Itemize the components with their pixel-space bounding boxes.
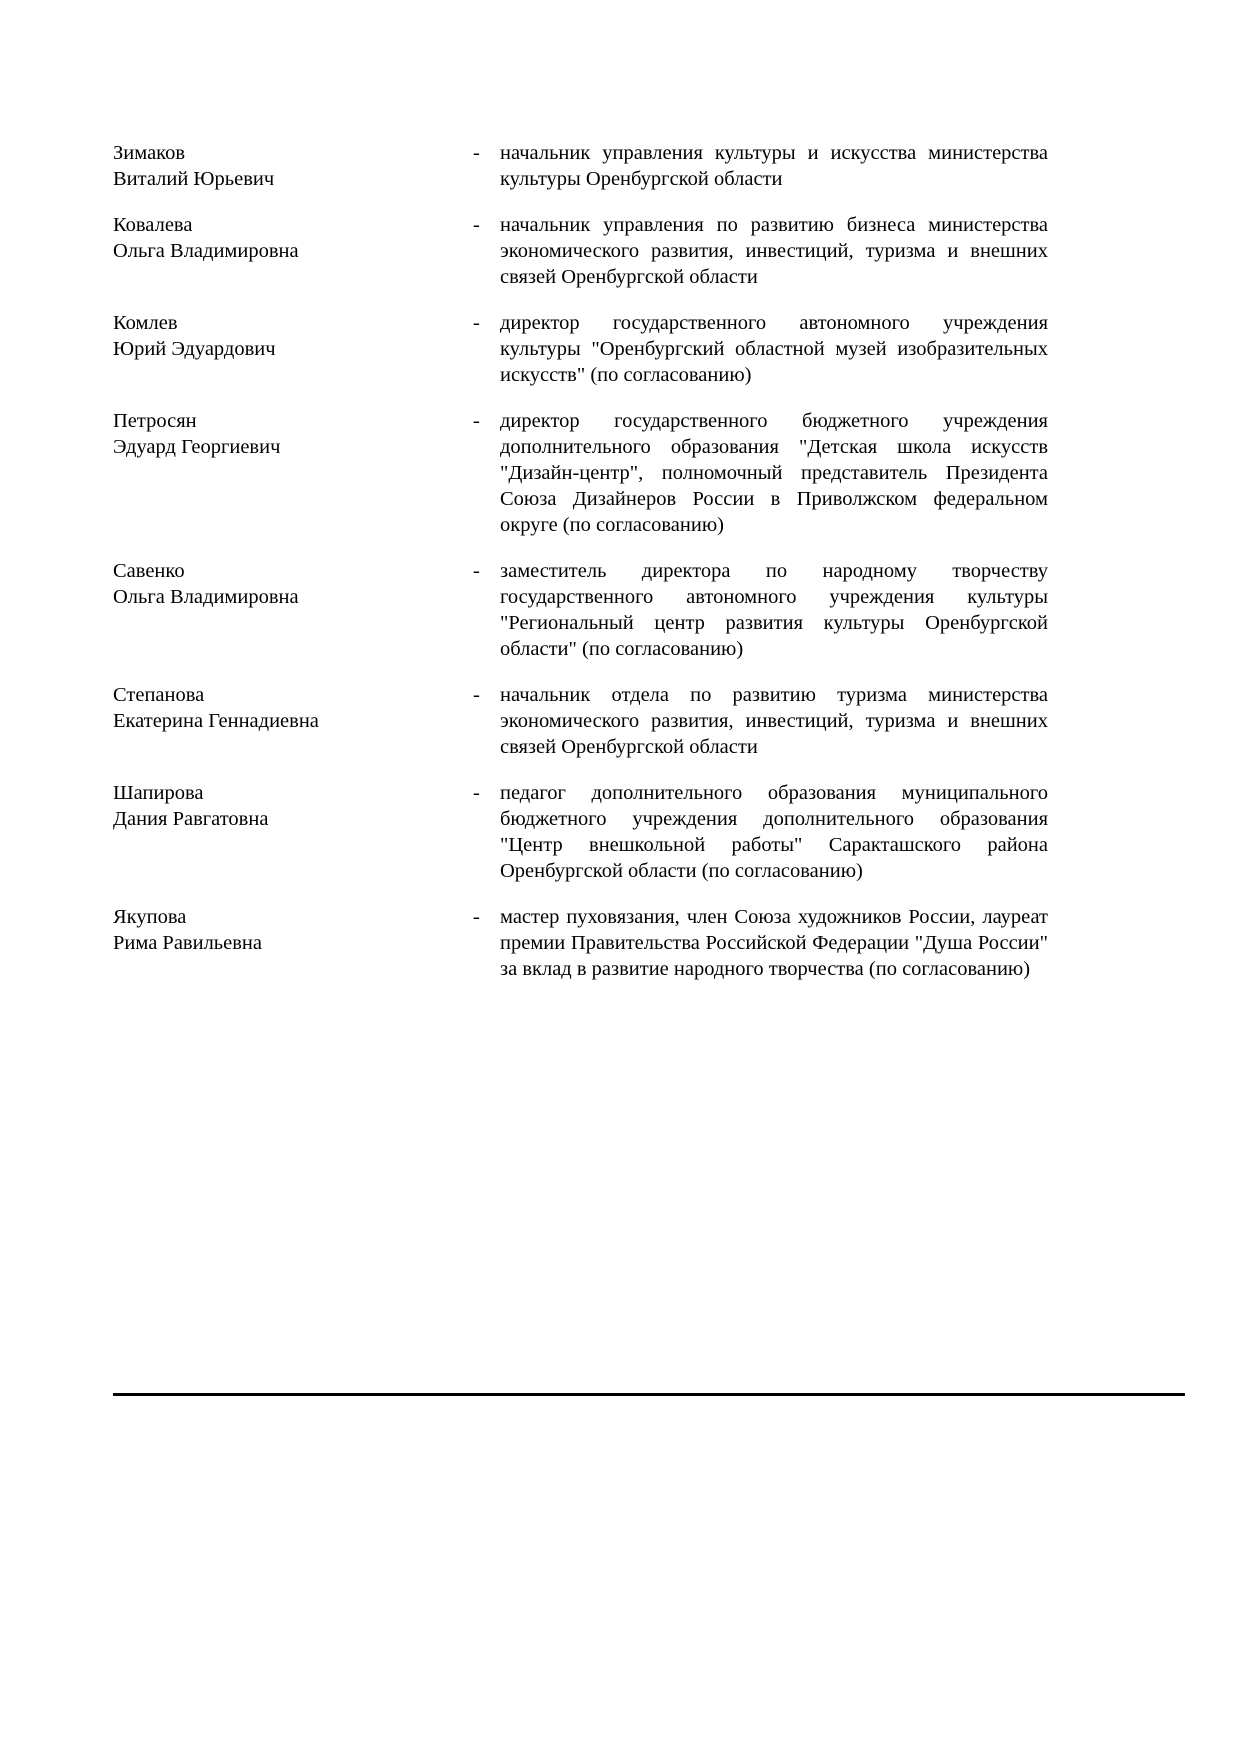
person-given-name: Екатерина Геннадиевна	[113, 710, 319, 732]
person-name	[113, 310, 473, 362]
person-role: начальник отдела по развитию туризма министерства экономического развития, инвестиций, туризма и внешних связей Оренбургской области	[500, 684, 1048, 758]
separator-dash: -	[473, 214, 480, 236]
person-surname: Ковалева	[113, 214, 193, 236]
list-item	[113, 140, 1048, 192]
person-surname: Савенко	[113, 560, 185, 582]
person-surname: Степанова	[113, 684, 205, 706]
person-name	[113, 408, 473, 460]
person-role: директор государственного бюджетного учреждения дополнительного образования "Детская школа искусств "Дизайн-центр", полномочный представитель Президента Союза Дизайнеров России в Приволжском федеральном округе (по согласованию)	[500, 410, 1048, 536]
person-role: начальник управления культуры и искусства министерства культуры Оренбургской области	[500, 142, 1048, 190]
list-item	[113, 904, 1048, 982]
person-given-name: Эдуард Георгиевич	[113, 436, 281, 458]
list-item	[113, 212, 1048, 290]
person-role: начальник управления по развитию бизнеса министерства экономического развития, инвестиций, туризма и внешних связей Оренбургской области	[500, 214, 1048, 288]
person-name	[113, 904, 473, 956]
person-given-name: Ольга Владимировна	[113, 240, 299, 262]
separator-dash: -	[473, 782, 480, 804]
entry-list	[113, 140, 1048, 982]
person-given-name: Дания Равгатовна	[113, 808, 269, 830]
person-surname: Шапирова	[113, 782, 204, 804]
footer-divider	[113, 1393, 1185, 1396]
separator-dash: -	[473, 560, 480, 582]
person-given-name: Ольга Владимировна	[113, 586, 299, 608]
list-item	[113, 310, 1048, 388]
person-given-name: Юрий Эдуардович	[113, 338, 276, 360]
person-role: директор государственного автономного учреждения культуры "Оренбургский областной музей изобразительных искусств" (по согласованию)	[500, 312, 1048, 386]
person-surname: Якупова	[113, 906, 187, 928]
person-name	[113, 558, 473, 610]
list-item	[113, 408, 1048, 538]
person-surname: Зимаков	[113, 142, 186, 164]
person-role: мастер пуховязания, член Союза художников России, лауреат премии Правительства Российской Федерации "Душа России" за вклад в развитие народного творчества (по согласованию)	[500, 906, 1048, 980]
separator-dash: -	[473, 142, 480, 164]
person-given-name: Виталий Юрьевич	[113, 168, 275, 190]
list-item	[113, 558, 1048, 662]
separator-dash: -	[473, 684, 480, 706]
person-name	[113, 682, 473, 734]
list-item	[113, 682, 1048, 760]
separator-dash: -	[473, 410, 480, 432]
person-role: педагог дополнительного образования муниципального бюджетного учреждения дополнительного образования "Центр внешкольной работы" Саракташского района Оренбургской области (по согласованию)	[500, 782, 1048, 882]
person-role: заместитель директора по народному творчеству государственного автономного учреждения культуры "Региональный центр развития культуры Оренбургской области" (по согласованию)	[500, 560, 1048, 660]
person-surname: Петросян	[113, 410, 197, 432]
person-name	[113, 140, 473, 192]
person-surname: Комлев	[113, 312, 178, 334]
separator-dash: -	[473, 312, 480, 334]
person-name	[113, 212, 473, 264]
person-name	[113, 780, 473, 832]
list-item	[113, 780, 1048, 884]
separator-dash: -	[473, 906, 480, 928]
person-given-name: Рима Равильевна	[113, 932, 263, 954]
